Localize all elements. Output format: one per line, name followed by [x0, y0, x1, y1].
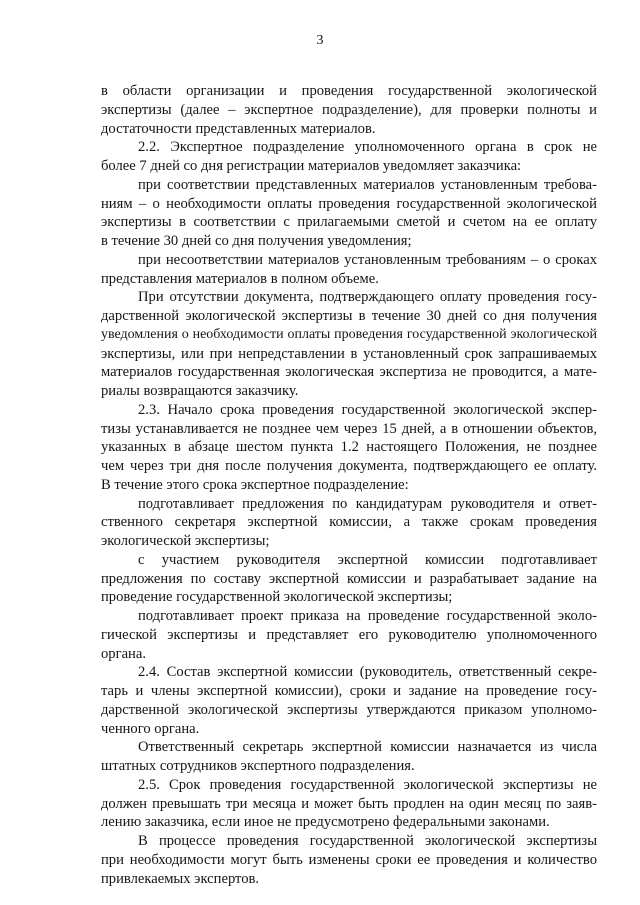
text-line: подготавливает предложения по кандидатурам руководителя и ответ- [138, 495, 597, 512]
text-line: экспертизы, или при непредставлении в установленный срок запрашиваемых [101, 345, 597, 362]
text-line: тизы устанавливается не позднее чем через 15 дней, а в отношении объектов, [101, 420, 597, 437]
body-text [101, 82, 597, 888]
text-line: ственного секретаря экспертной комиссии, а также срокам проведения [101, 514, 597, 531]
text-line: гической экспертизы и представляет его руководителю уполномоченного [101, 626, 597, 643]
text-line: В течение этого срока экспертное подразделение: [101, 476, 409, 493]
text-line: подготавливает проект приказа на проведение государственной эколо- [138, 608, 597, 624]
text-line: Ответственный секретарь экспертной комиссии назначается из числа [138, 739, 597, 756]
text-line: при необходимости могут быть изменены сроки ее проведения и количество [101, 851, 597, 868]
text-line: привлекаемых экспертов. [101, 870, 260, 887]
text-line: дарственной экологической экспертизы в течение 30 дней со дня получения [101, 308, 597, 324]
text-line: экологической экспертизы; [101, 533, 270, 549]
text-line: более 7 дней со дня регистрации материалов уведомляет заказчика: [101, 158, 522, 174]
text-line: в области организации и проведения государственной экологической [101, 83, 597, 99]
text-line: риалы возвращаются заказчику. [101, 383, 299, 399]
text-line: при соответствии представленных материалов установленным требова- [138, 176, 597, 193]
text-line: лению заказчика, если иное не предусмотрено федеральными законами. [101, 814, 550, 831]
text-line: ниям – о необходимости оплаты проведения государственной экологической [101, 195, 597, 212]
text-line: должен превышать три месяца и может быть продлен на один месяц по заяв- [101, 795, 597, 812]
text-line: проведение государственной экологической экспертизы; [101, 589, 453, 606]
text-line: 2.2. Экспертное подразделение уполномоченного органа в срок не [138, 139, 597, 156]
text-line: В процессе проведения государственной экологической экспертизы [138, 833, 597, 849]
text-line: штатных сотрудников экспертного подразделения. [101, 758, 415, 774]
text-line: с участием руководителя экспертной комиссии подготавливает [138, 551, 597, 568]
text-line: дарственной экологической экспертизы утверждаются приказом уполномо- [101, 701, 597, 718]
text-line: органа. [101, 645, 146, 662]
text-line: предложения по составу экспертной комиссии и разрабатывает задание на [101, 570, 597, 587]
text-line: 2.3. Начало срока проведения государственной экологической экспер- [138, 401, 597, 418]
text-line: чем через три дня после получения документа, подтверждающего ее оплату. [101, 458, 597, 474]
text-line: 2.4. Состав экспертной комиссии (руководитель, ответственный секре- [138, 664, 597, 681]
text-line: 2.5. Срок проведения государственной экологической экспертизы не [138, 776, 597, 793]
text-line: уведомления о необходимости оплаты проведения государственной экологической [101, 326, 597, 342]
text-line: в течение 30 дней со дня получения уведомления; [101, 233, 412, 249]
page-number: 3 [316, 33, 324, 48]
text-line: материалов государственная экологическая экспертиза не проводится, а мате- [101, 364, 597, 381]
text-line: ченного органа. [101, 720, 200, 737]
text-line: достаточности представленных материалов. [101, 120, 376, 137]
text-line: указанных в абзаце шестом пункта 1.2 настоящего Положения, не позднее [101, 439, 597, 456]
text-line: тарь и члены экспертной комиссии), сроки и задание на проведение госу- [101, 683, 597, 699]
text-line: При отсутствии документа, подтверждающего оплату проведения госу- [138, 289, 597, 306]
text-line: при несоответствии материалов установленным требованиям – о сроках [138, 251, 597, 268]
text-line: экспертизы в соответствии с прилагаемыми сметой и счетом на ее оплату [101, 214, 597, 231]
text-line: представления материалов в полном объеме. [101, 270, 379, 287]
text-line: экспертизы (далее – экспертное подразделение), для проверки полноты и [101, 101, 597, 118]
